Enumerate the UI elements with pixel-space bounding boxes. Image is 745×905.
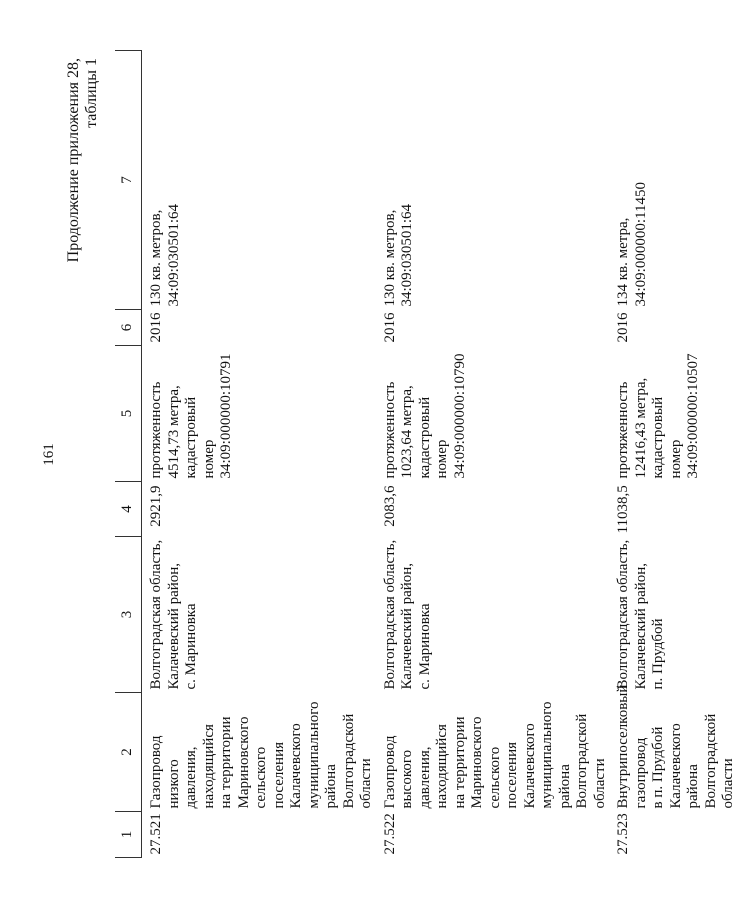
object-name: Внутрипоселковый газопровод в п. Прудбой Калачевского района Волгоградской области [615, 684, 736, 809]
row-id: 27.523 [615, 813, 631, 855]
row-id: 27.521 [148, 813, 164, 855]
object-address: Волгоградская область, Калачевский район, с. Мариновка [148, 539, 199, 690]
col-2-header: 2 [115, 693, 142, 812]
object-address: Волгоградская область, Калачевский район, п. Прудбой [615, 539, 666, 690]
property-table [115, 50, 745, 858]
table-row [609, 51, 745, 858]
appendix-note-line2: таблицы 1 [83, 58, 100, 128]
page-number: 161 [40, 443, 57, 466]
col-4-header: 4 [115, 482, 142, 537]
object-details: протяженность 1023,64 метра, кадастровый номер 34:09:000000:10790 [381, 353, 468, 479]
col-3-header: 3 [115, 537, 142, 693]
object-details: протяженность 12416,43 метра, кадастровый номер 34:09:000000:10507 [615, 353, 701, 479]
object-name: Газопровод высокого давления, находящийся на территории Мариновского сельского поселения Калачевского муниципального района Волгоградской области [381, 701, 608, 809]
object-name: Газопровод низкого давления, находящийся на территории Мариновского сельского поселения Калачевского муниципального района Волгоградской области [148, 701, 374, 809]
object-year: 2016 [381, 312, 398, 343]
object-value: 2083,6 [381, 485, 398, 527]
object-value: 11038,5 [615, 485, 631, 534]
table-row [376, 51, 610, 858]
object-value: 2921,9 [148, 485, 164, 527]
table-row [142, 51, 376, 858]
object-details: протяженность 4514,73 метра, кадастровый номер 34:09:000000:10791 [148, 353, 234, 479]
col-5-header: 5 [115, 346, 142, 482]
object-year: 2016 [148, 312, 164, 343]
object-year: 2016 [615, 312, 631, 343]
appendix-continuation-note [65, 58, 101, 262]
appendix-note-line1: Продолжение приложения 28, [65, 58, 82, 263]
col-1-header: 1 [115, 812, 142, 858]
rotated-table-sheet [65, 58, 736, 858]
land-plot-info: 130 кв. метров, 34:09:030501:64 [148, 203, 182, 307]
land-plot-info: 130 кв. метров, 34:09:030501:64 [381, 203, 415, 307]
land-plot-info: 134 кв. метра, 34:09:000000:11450 [615, 182, 649, 307]
object-address: Волгоградская область, Калачевский район, с. Мариновка [381, 539, 433, 690]
col-6-header: 6 [115, 310, 142, 346]
column-number-header [115, 51, 142, 858]
row-id: 27.522 [381, 813, 398, 855]
col-7-header: 7 [115, 51, 142, 310]
